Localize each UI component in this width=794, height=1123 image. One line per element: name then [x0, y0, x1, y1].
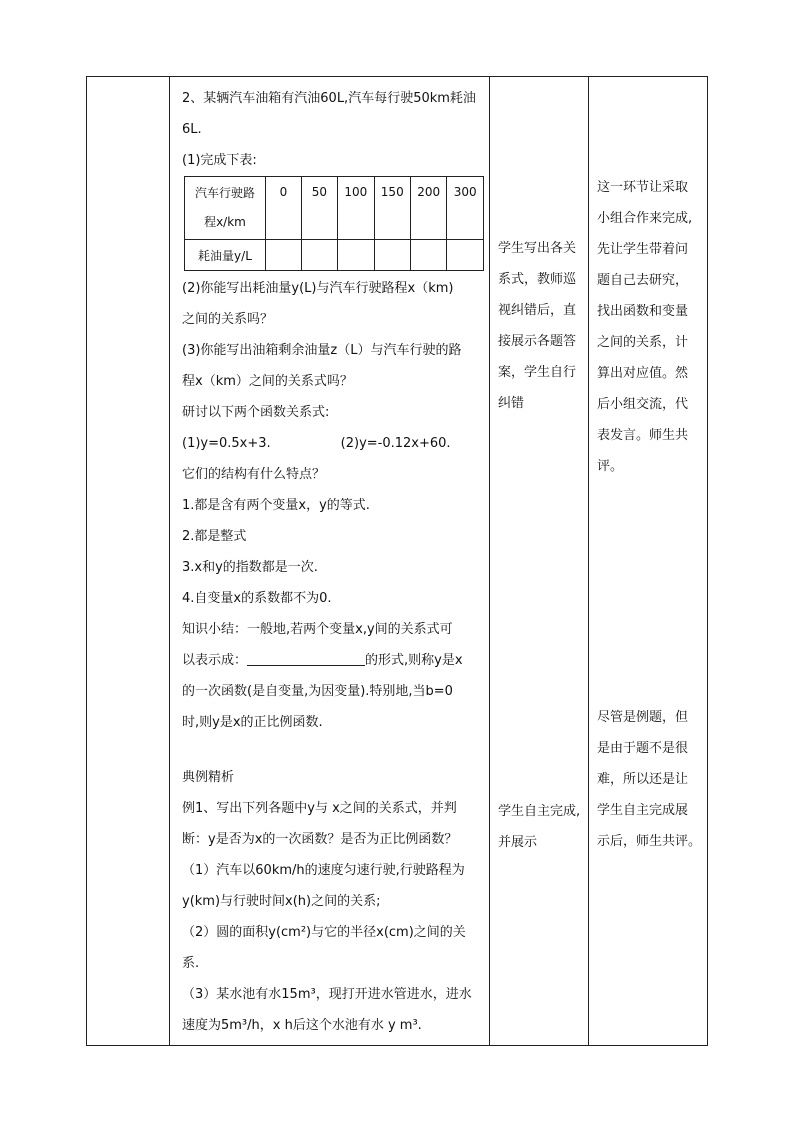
student-activity-block	[498, 796, 592, 858]
lesson-table	[86, 76, 708, 1046]
intent-line: 小组合作来完成,	[597, 211, 693, 226]
table-cell: 50	[301, 177, 337, 240]
feature-item: 3.x和y的指数都是一次.	[182, 560, 318, 575]
intent-line: 这一环节让采取	[597, 180, 689, 195]
task2-line: 2、某辆汽车油箱有汽油60L,汽车每行驶50km耗油	[182, 91, 476, 106]
summary-line: 时,则y是x的正比例函数.	[182, 715, 323, 730]
example-item: 系.	[182, 956, 200, 971]
intent-line: 题自己去研究，	[597, 273, 689, 288]
table-cell	[301, 240, 337, 271]
activity-line: 并展示	[498, 835, 538, 850]
formula-2: (2)y=-0.12x+60.	[340, 436, 451, 451]
summary-line: 以表示成： 的形式,则称y是x	[182, 653, 463, 668]
intent-line: 示后，师生共评。	[597, 834, 702, 849]
activity-line: 学生自主完成,	[498, 804, 581, 819]
summary-line: 的一次函数(是自变量,为因变量).特别地,当b=0	[182, 684, 453, 699]
intent-line: 算出对应值。然	[597, 366, 689, 381]
activity-line: 案，学生自行	[498, 365, 577, 380]
section-heading: 典例精析	[182, 770, 235, 785]
table-cell: 300	[447, 177, 484, 240]
table-cell	[374, 240, 410, 271]
activity-line: 纠错	[498, 396, 525, 411]
column-divider	[588, 77, 589, 1045]
intent-line: 是由于题不是很	[597, 741, 689, 756]
question-3: 程x（km）之间的关系式吗？	[182, 374, 353, 389]
intent-line: 表发言。师生共	[597, 428, 689, 443]
table-cell	[447, 240, 484, 271]
intent-line: 之间的关系，计	[597, 335, 689, 350]
formula-line	[182, 428, 484, 459]
table-row-label: 耗油量y/L	[185, 240, 266, 271]
question-1: (1)完成下表:	[182, 153, 257, 168]
example-item: （1）汽车以60km/h的速度匀速行驶,行驶路程为	[182, 863, 465, 878]
intent-line: 找出函数和变量	[597, 304, 689, 319]
example-item: 速度为5m³/h，x h后这个水池有水 y m³.	[182, 1018, 422, 1033]
fill-blank	[247, 651, 365, 666]
column-divider	[169, 77, 170, 1045]
intent-line: 学生自主完成展	[597, 803, 689, 818]
table-cell: 200	[411, 177, 447, 240]
question-3: (3)你能写出油箱剩余油量z（L）与汽车行驶的路	[182, 343, 462, 358]
fuel-table	[184, 176, 484, 271]
question-2: (2)你能写出耗油量y(L)与汽车行驶路程x（km)	[182, 281, 454, 296]
design-intent-block	[597, 172, 707, 482]
activity-line: 视纠错后，直	[498, 303, 577, 318]
activity-line: 系式，教师巡	[498, 272, 577, 287]
feature-item: 2.都是整式	[182, 529, 247, 544]
intent-line: 尽管是例题，但	[597, 710, 689, 725]
feature-item: 4.自变量x的系数都不为0.	[182, 591, 332, 606]
example-item: （2）圆的面积y(cm²)与它的半径x(cm)之间的关	[182, 925, 466, 940]
intent-line: 先让学生带着问	[597, 242, 689, 257]
table-header-cell: 汽车行驶路 程x/km	[185, 177, 266, 240]
summary-line: 知识小结：一般地,若两个变量x,y间的关系式可	[182, 622, 453, 637]
question-2: 之间的关系吗？	[182, 312, 274, 327]
example-line: 例1、写出下列各题中y与 x之间的关系式，并判	[182, 801, 457, 816]
task2-line: 6L.	[182, 122, 202, 137]
example-line: 断：y是否为x的一次函数？是否为正比例函数？	[182, 832, 458, 847]
intent-line: 难，所以还是让	[597, 772, 689, 787]
table-cell	[265, 240, 301, 271]
teaching-content-column	[174, 77, 490, 1045]
table-cell	[411, 240, 447, 271]
table-cell: 0	[265, 177, 301, 240]
student-activity-block	[498, 233, 592, 419]
feature-item: 1.都是含有两个变量x，y的等式.	[182, 498, 370, 513]
formula-1: (1)y=0.5x+3.	[182, 436, 271, 451]
activity-line: 学生写出各关	[498, 241, 577, 256]
table-cell: 100	[338, 177, 374, 240]
table-cell: 150	[374, 177, 410, 240]
intent-line: 后小组交流，代	[597, 397, 689, 412]
features-question: 它们的结构有什么特点？	[182, 467, 326, 482]
example-item: （3）某水池有水15m³，现打开进水管进水，进水	[182, 987, 472, 1002]
activity-line: 接展示各题答	[498, 334, 577, 349]
design-intent-block	[597, 702, 707, 857]
intent-line: 评。	[597, 459, 624, 474]
example-item: y(km)与行驶时间x(h)之间的关系;	[182, 894, 381, 909]
table-cell	[338, 240, 374, 271]
discuss-line: 研讨以下两个函数关系式:	[182, 405, 330, 420]
